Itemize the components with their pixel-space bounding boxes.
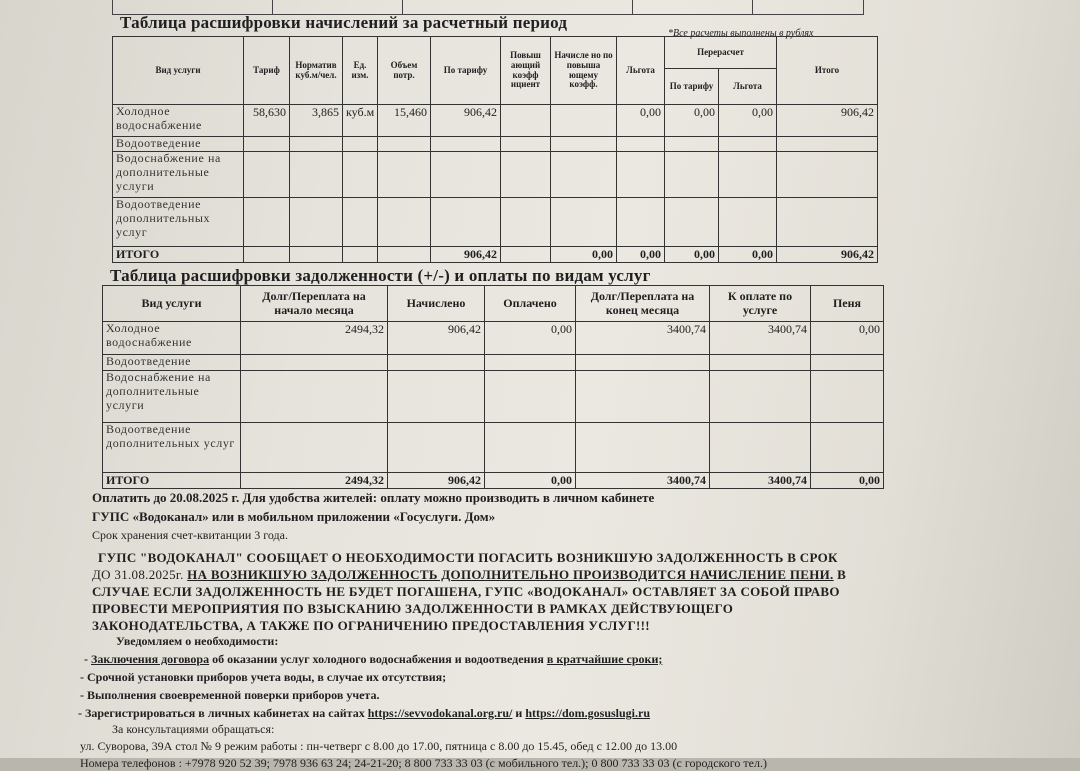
service-name: Водоотведение дополнительных услуг [103,423,241,473]
accruals-title: Таблица расшифровки начислений за расчетный период [120,13,568,32]
service-name: Водоотведение [113,137,244,152]
total-to-pay: 3400,74 [710,473,811,489]
total-row [113,247,878,263]
warning-line-4: ПРОВЕСТИ МЕРОПРИЯТИЯ ПО ВЗЫСКАНИЮ ЗАДОЛЖЕННОСТИ В РАМКАХ ДЕЙСТВУЮЩЕГО [92,601,734,616]
total-grand: 906,42 [777,247,878,263]
total-label: ИТОГО [103,473,241,489]
col-paid: Оплачено [485,286,576,322]
gosuslugi-link[interactable]: https://dom.gosuslugi.ru [525,706,651,720]
contacts-title: За консультациями обращаться: [112,722,275,736]
contacts-phones: Номера телефонов : +7978 920 52 39; 7978 936 63 24; 24-21-20; 8 800 733 33 03 (с мобильного тел.); 0 800 733 33 03 (с городского тел.) [80,756,767,770]
col-coef: Повыш ающий коэфф ициент [501,37,551,105]
contacts-address: ул. Суворова, 39А стол № 9 режим работы : пн-четверг с 8.00 до 17.00, пятница с 8.00 до 15.45, обед с 12.00 до 13.00 [80,739,678,753]
unit-value: куб.м [343,105,378,137]
col-by-tariff: По тарифу [431,37,501,105]
notice-item-meters: - Срочной установки приборов учета воды, в случае их отсутствия; [80,670,447,684]
table-row [113,152,878,198]
charged-coef-value [551,105,617,137]
rubles-note: *Все расчеты выполнены в рублях [668,28,814,39]
payment-deadline: Оплатить до 20.08.2025 г. Для удобства жителей: оплату можно производить в личном кабинете [92,490,655,505]
table-row [103,423,884,473]
debts-title: Таблица расшифровки задолженности (+/-) и оплаты по видам услуг [110,266,651,285]
col-charged: Начислено [388,286,485,322]
service-name: Водоснабжение на дополнительные услуги [113,152,244,198]
debts-table [102,285,884,489]
total-paid: 0,00 [485,473,576,489]
sevvodokanal-link[interactable]: https://sevvodokanal.org.ru/ [367,706,513,720]
service-name: Водоотведение [103,355,241,371]
to-pay-value: 3400,74 [710,322,811,355]
recalc-tariff-value: 0,00 [665,105,719,137]
col-debt-end: Долг/Переплата на конец месяца [576,286,710,322]
payment-options: ГУПС «Водоканал» или в мобильном приложении «Госуслуги. Дом» [92,509,496,524]
notice-title: Уведомляем о необходимости: [116,634,279,648]
total-charged-coef: 0,00 [551,247,617,263]
service-name: Водоотведение дополнительных услуг [113,198,244,247]
total-debt-end: 3400,74 [576,473,710,489]
table-row [103,355,884,371]
warning-line-5: ЗАКОНОДАТЕЛЬСТВА, А ТАКЖЕ ПО ОГРАНИЧЕНИЮ ПРЕДОСТАВЛЕНИЯ УСЛУГ!!! [92,618,650,633]
charged-value: 906,42 [388,322,485,355]
table-row [103,371,884,423]
table-row [103,322,884,355]
volume-value: 15,460 [378,105,431,137]
col-penalty: Пеня [811,286,884,322]
norm-value: 3,865 [290,105,343,137]
total-debt-start: 2494,32 [241,473,388,489]
total-by-tariff: 906,42 [431,247,501,263]
warning-line-3: СЛУЧАЕ ЕСЛИ ЗАДОЛЖЕННОСТЬ НЕ БУДЕТ ПОГАШЕНА, ГУПС «ВОДОКАНАЛ» ОСТАВЛЯЕТ ЗА СОБОЙ ПРАВО [92,584,840,599]
total-benefit: 0,00 [617,247,665,263]
total-label: ИТОГО [113,247,244,263]
storage-period: Срок хранения счет-квитанции 3 года. [92,528,288,542]
by-tariff-value: 906,42 [431,105,501,137]
warning-deadline: ДО 31.08.2025г. [92,567,188,582]
table-row [113,198,878,247]
col-volume: Объем потр. [378,37,431,105]
warning-line-1: ГУПС "ВОДОКАНАЛ" СООБЩАЕТ О НЕОБХОДИМОСТИ ПОГАСИТЬ ВОЗНИКШУЮ ЗАДОЛЖЕННОСТЬ В СРОК [98,550,838,565]
col-unit: Ед. изм. [343,37,378,105]
col-norm: Норматив куб.м/чел. [290,37,343,105]
total-value: 906,42 [777,105,878,137]
warning-penalty-note: НА ВОЗНИКШУЮ ЗАДОЛЖЕННОСТЬ ДОПОЛНИТЕЛЬНО ПРОИЗВОДИТСЯ НАЧИСЛЕНИЕ ПЕНИ. [187,567,834,582]
paid-value: 0,00 [485,322,576,355]
service-name: Водоснабжение на дополнительные услуги [103,371,241,423]
col-tariff: Тариф [244,37,290,105]
total-charged: 906,42 [388,473,485,489]
service-name: Холодное водоснабжение [103,322,241,355]
debt-end-value: 3400,74 [576,322,710,355]
col-service: Вид услуги [113,37,244,105]
col-recalc-tariff: По тарифу [665,69,719,105]
recalc-benefit-value: 0,00 [719,105,777,137]
total-penalty: 0,00 [811,473,884,489]
service-name: Холодное водоснабжение [113,105,244,137]
col-recalc: Перерасчет [665,37,777,69]
debt-start-value: 2494,32 [241,322,388,355]
col-total: Итого [777,37,878,105]
tariff-value: 58,630 [244,105,290,137]
total-row [103,473,884,489]
total-recalc-tariff: 0,00 [665,247,719,263]
col-to-pay: К оплате по услуге [710,286,811,322]
table-row [113,137,878,152]
accruals-table [112,36,878,263]
total-recalc-benefit: 0,00 [719,247,777,263]
benefit-value: 0,00 [617,105,665,137]
asap-text: в кратчайшие сроки; [546,652,663,666]
table-row [113,105,878,137]
col-charged-coef: Начисле но по повыша ющему коэфф. [551,37,617,105]
notice-item-verification: - Выполнения своевременной поверки приборов учета. [80,688,380,702]
penalty-value: 0,00 [811,322,884,355]
col-debt-start: Долг/Переплата на начало месяца [241,286,388,322]
warning-line-2-tail: В [833,567,847,582]
col-benefit: Льгота [617,37,665,105]
notice-item-contract: - Заключения договора об оказании услуг холодного водоснабжения и водоотведения в кратчайшие сроки; [84,652,663,666]
col-service: Вид услуги [103,286,241,322]
contract-text: Заключения договора [91,652,210,666]
coef-value [501,105,551,137]
notice-item-register: - Зарегистрироваться в личных кабинетах на сайтах https://sevvodokanal.org.ru/ и https://dom.gosuslugi.ru [78,706,651,720]
col-recalc-benefit: Льгота [719,69,777,105]
warning-line-2 [92,567,846,583]
